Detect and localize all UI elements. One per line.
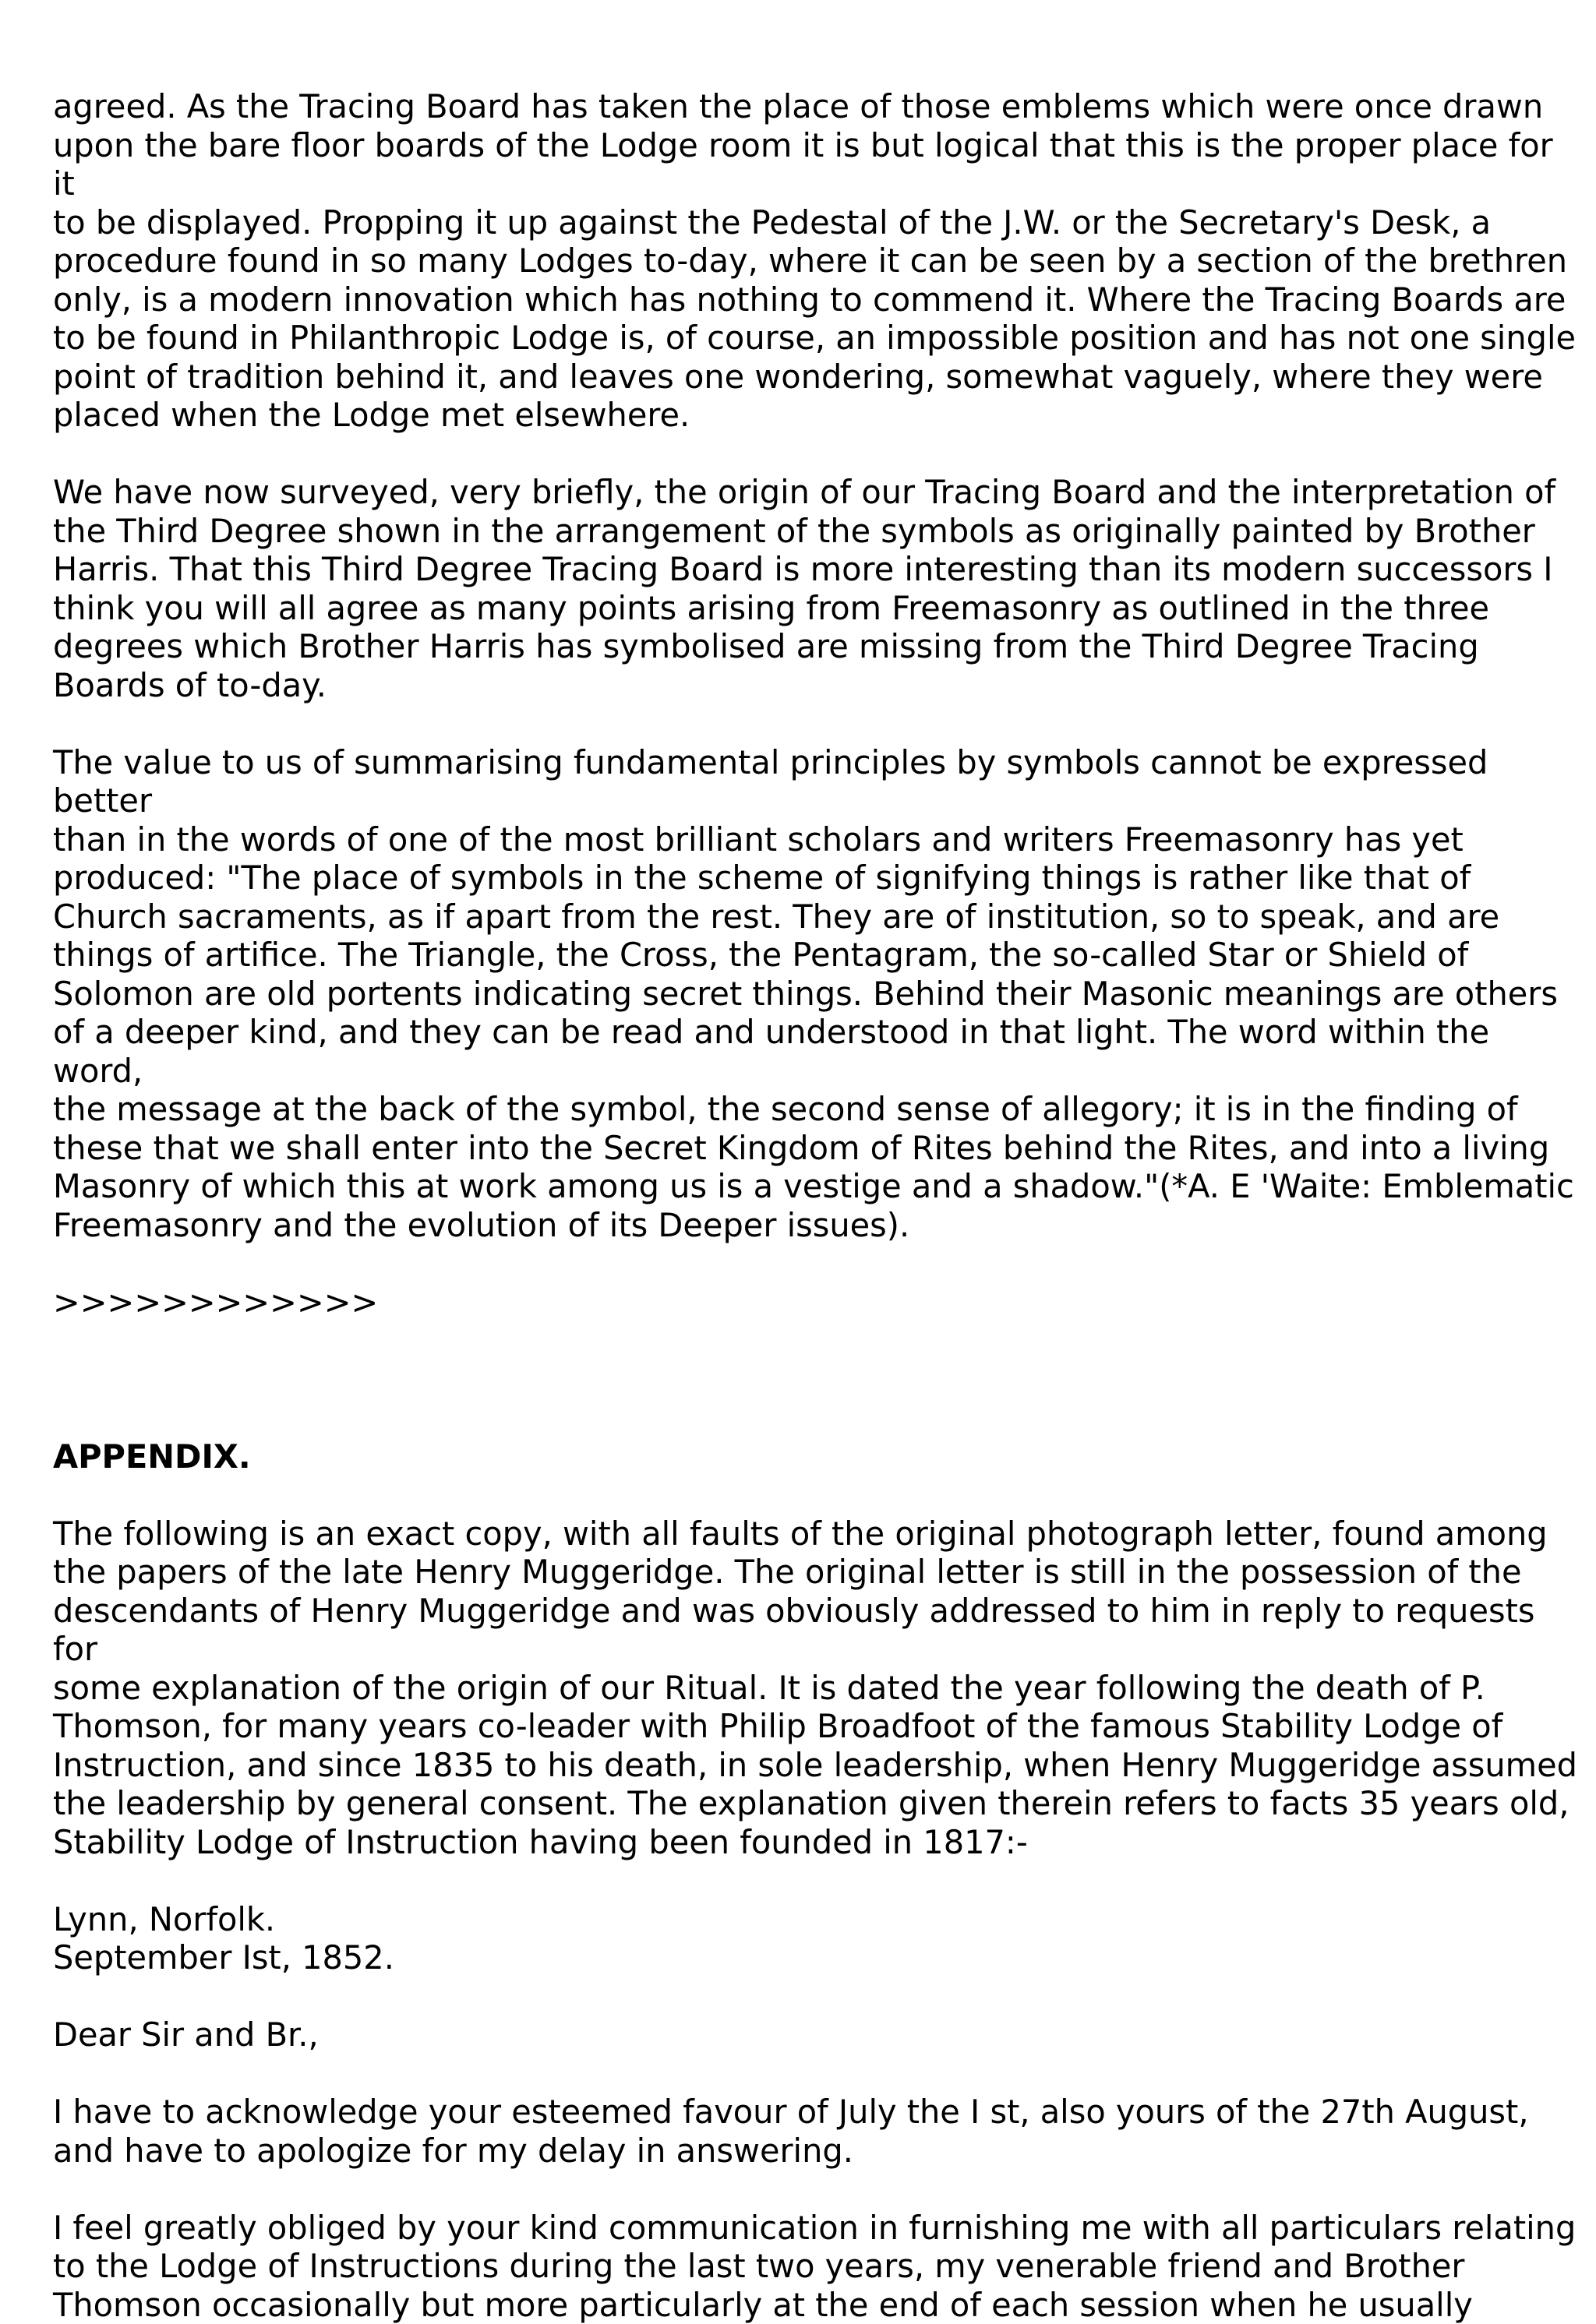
- paragraph-third-degree-survey: We have now surveyed, very briefly, the origin of our Tracing Board and the interpretation of the Third Degree shown in the arrangement of the symbols as originally painted by Brother Harris. That this Third Degree Tracing Board is more interesting than its modern successors I think you will all agree as many points arising from Freemasonry as outlined in the three degrees which Brother Harris has symbolised are missing from the Third Degree Tracing Boards of to-day.: [53, 473, 1580, 704]
- letter-salutation: Dear Sir and Br.,: [53, 2015, 1580, 2054]
- paragraph-gap: [53, 2054, 1580, 2093]
- appendix-heading: APPENDIX.: [53, 1437, 1580, 1476]
- paragraph-gap: [53, 2170, 1580, 2209]
- document-page: [53, 87, 1580, 2324]
- paragraph-gap: [53, 1244, 1580, 1283]
- letter-paragraph-acknowledgement: I have to acknowledge your esteemed favour of July the I st, also yours of the 27th August, and have to apologize for my delay in answering.: [53, 2093, 1580, 2170]
- paragraph-gap: [53, 1398, 1580, 1437]
- paragraph-gap: [53, 1360, 1580, 1399]
- paragraph-gap: [53, 1321, 1580, 1360]
- paragraph-gap: [53, 1476, 1580, 1515]
- paragraph-gap: [53, 1977, 1580, 2016]
- paragraph-appendix-intro: The following is an exact copy, with all faults of the original photograph letter, found among the papers of the late Henry Muggeridge. The original letter is still in the possession of the descendants of Henry Muggeridge and was obviously addressed to him in reply to requests for some explanation of the origin of our Ritual. It is dated the year following the death of P. Thomson, for many years co-leader with Philip Broadfoot of the famous Stability Lodge of Instruction, and since 1835 to his death, in sole leadership, when Henry Muggeridge assumed the leadership by general consent. The explanation given therein refers to facts 35 years old, Stability Lodge of Instruction having been founded in 1817:-: [53, 1515, 1580, 1862]
- paragraph-gap: [53, 704, 1580, 743]
- paragraph-value-of-symbols: The value to us of summarising fundamental principles by symbols cannot be expressed better than in the words of one of the most brilliant scholars and writers Freemasonry has yet produced: "The place of symbols in the scheme of signifying things is rather like that of Church sacraments, as if apart from the rest. They are of institution, so to speak, and are things of artifice. The Triangle, the Cross, the Pentagram, the so-called Star or Shield of Solomon are old portents indicating secret things. Behind their Masonic meanings are others of a deeper kind, and they can be read and understood in that light. The word within the word, the message at the back of the symbol, the second sense of allegory; it is in the finding of these that we shall enter into the Secret Kingdom of Rites behind the Rites, and into a living Masonry of which this at work among us is a vestige and a shadow."(*A. E 'Waite: Emblematic Freemasonry and the evolution of its Deeper issues).: [53, 743, 1580, 1245]
- section-separator: >>>>>>>>>>>>: [53, 1283, 1580, 1322]
- letter-paragraph-gratitude: I feel greatly obliged by your kind communication in furnishing me with all particulars relating to the Lodge of Instructions during the last two years, my venerable friend and Brother Thomson occasionally but more particularly at the end of each session when he usually: [53, 2209, 1580, 2324]
- paragraph-gap: [53, 1861, 1580, 1900]
- paragraph-gap: [53, 435, 1580, 474]
- letter-place-date: Lynn, Norfolk. September Ist, 1852.: [53, 1900, 1580, 1977]
- paragraph-tracing-board-placement: agreed. As the Tracing Board has taken the place of those emblems which were once drawn upon the bare floor boards of the Lodge room it is but logical that this is the proper place for it to be displayed. Propping it up against the Pedestal of the J.W. or the Secretary's Desk, a procedure found in so many Lodges to-day, where it can be seen by a section of the brethren only, is a modern innovation which has nothing to commend it. Where the Tracing Boards are to be found in Philanthropic Lodge is, of course, an impossible position and has not one single point of tradition behind it, and leaves one wondering, somewhat vaguely, where they were placed when the Lodge met elsewhere.: [53, 87, 1580, 435]
